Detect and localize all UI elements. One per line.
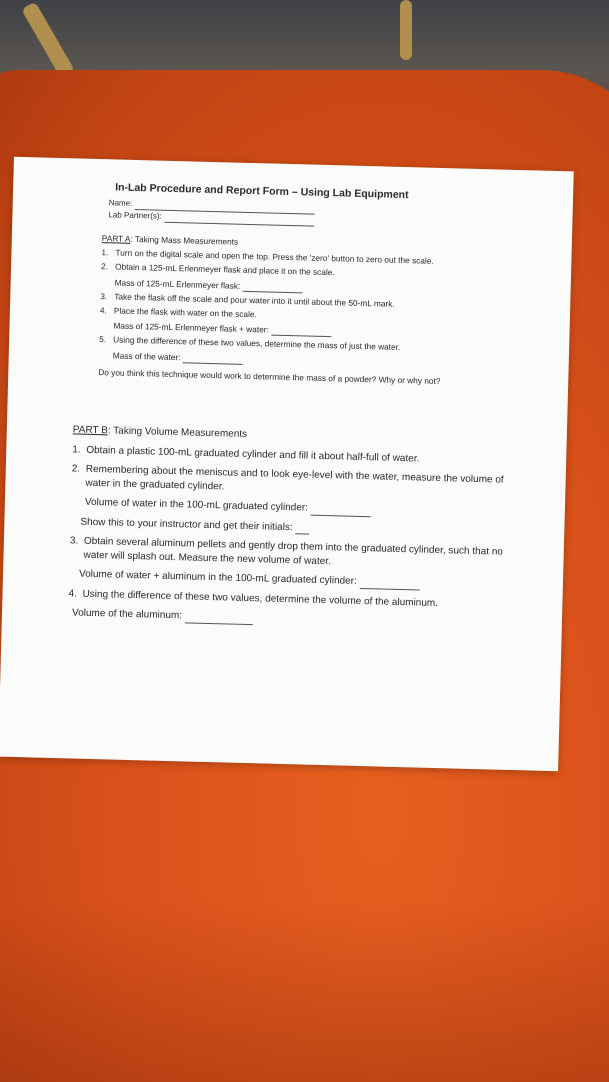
step-number: 1. (72, 443, 81, 456)
part-a-heading-prefix: PART A (101, 233, 131, 244)
part-a-heading-rest: : Taking Mass Measurements (130, 233, 239, 247)
worksheet-title: In-Lab Procedure and Report Form – Using Lab Equipment (115, 181, 409, 202)
show-instructor-label: Show this to your instructor and get their initials: (80, 516, 293, 533)
powder-question: Do you think this technique would work to determine the mass of a powder? Why or why not? (98, 366, 441, 386)
partners-label: Lab Partner(s): (108, 210, 162, 221)
chair-leg-right (400, 0, 412, 60)
part-b-step-3 (69, 534, 528, 573)
step-number: 4. (68, 587, 78, 600)
step-number: 3. (100, 290, 108, 302)
step-text: Using the difference of these two values, determine the volume of the aluminum. (82, 588, 439, 609)
step-text: Place the flask with water on the scale. (113, 305, 258, 320)
partners-blank[interactable] (164, 222, 314, 227)
part-b-heading-rest: : Taking Volume Measurements (107, 425, 248, 441)
volume-water-al-blank[interactable] (359, 587, 419, 590)
part-b-step-2 (71, 462, 530, 501)
mass-water-label: Mass of the water: (112, 350, 181, 362)
cushion-shadow (0, 900, 609, 1082)
step-text: Using the difference of these two values, determine the mass of just the water. (113, 334, 401, 353)
step-number: 2. (71, 463, 81, 475)
step-text: Take the flask off the scale and pour water into it until about the 50-mL mark. (114, 291, 395, 309)
step-number: 5. (99, 334, 107, 345)
part-b-heading-prefix: PART B (72, 424, 108, 437)
volume-al-blank[interactable] (185, 622, 253, 625)
step-number: 2. (100, 261, 109, 272)
volume-al-label: Volume of the aluminum: (71, 607, 183, 622)
mass-water-blank[interactable] (183, 362, 243, 365)
mass-flask-label: Mass of 125-mL Erlenmeyer flask: (114, 277, 241, 291)
volume-water-blank[interactable] (311, 514, 371, 517)
step-number: 4. (99, 305, 108, 316)
step-text: Remembering about the meniscus and to look eye-level with the water, measure the volume of water in the graduated cylinder. (85, 463, 504, 492)
step-text: Obtain several aluminum pellets and gently drop them into the graduated cylinder, such that no water will splash out. Measure the new volume of water. (83, 535, 504, 567)
step-text: Obtain a plastic 100-mL graduated cylinder and fill it about half-full of water. (86, 444, 420, 465)
initials-blank[interactable] (295, 533, 309, 534)
worksheet-content (68, 181, 537, 632)
mass-flask-water-blank[interactable] (271, 335, 331, 338)
mass-flask-water-label: Mass of 125-mL Erlenmeyer flask + water: (113, 320, 269, 335)
name-label: Name: (108, 198, 133, 208)
mass-flask-blank[interactable] (242, 291, 302, 294)
worksheet-paper (0, 157, 574, 771)
step-text: Obtain a 125-mL Erlenmeyer flask and place it on the scale. (114, 261, 335, 278)
volume-water-label: Volume of water in the 100-mL graduated cylinder: (84, 496, 309, 514)
step-text: Turn on the digital scale and open the top. Press the 'zero' button to zero out the scale. (115, 247, 434, 266)
step-number: 3. (69, 535, 79, 547)
part-b-section (68, 423, 531, 631)
volume-water-al-label: Volume of water + aluminum in the 100-mL graduated cylinder: (78, 568, 357, 587)
part-a-section (98, 233, 536, 389)
step-number: 1. (101, 247, 109, 258)
